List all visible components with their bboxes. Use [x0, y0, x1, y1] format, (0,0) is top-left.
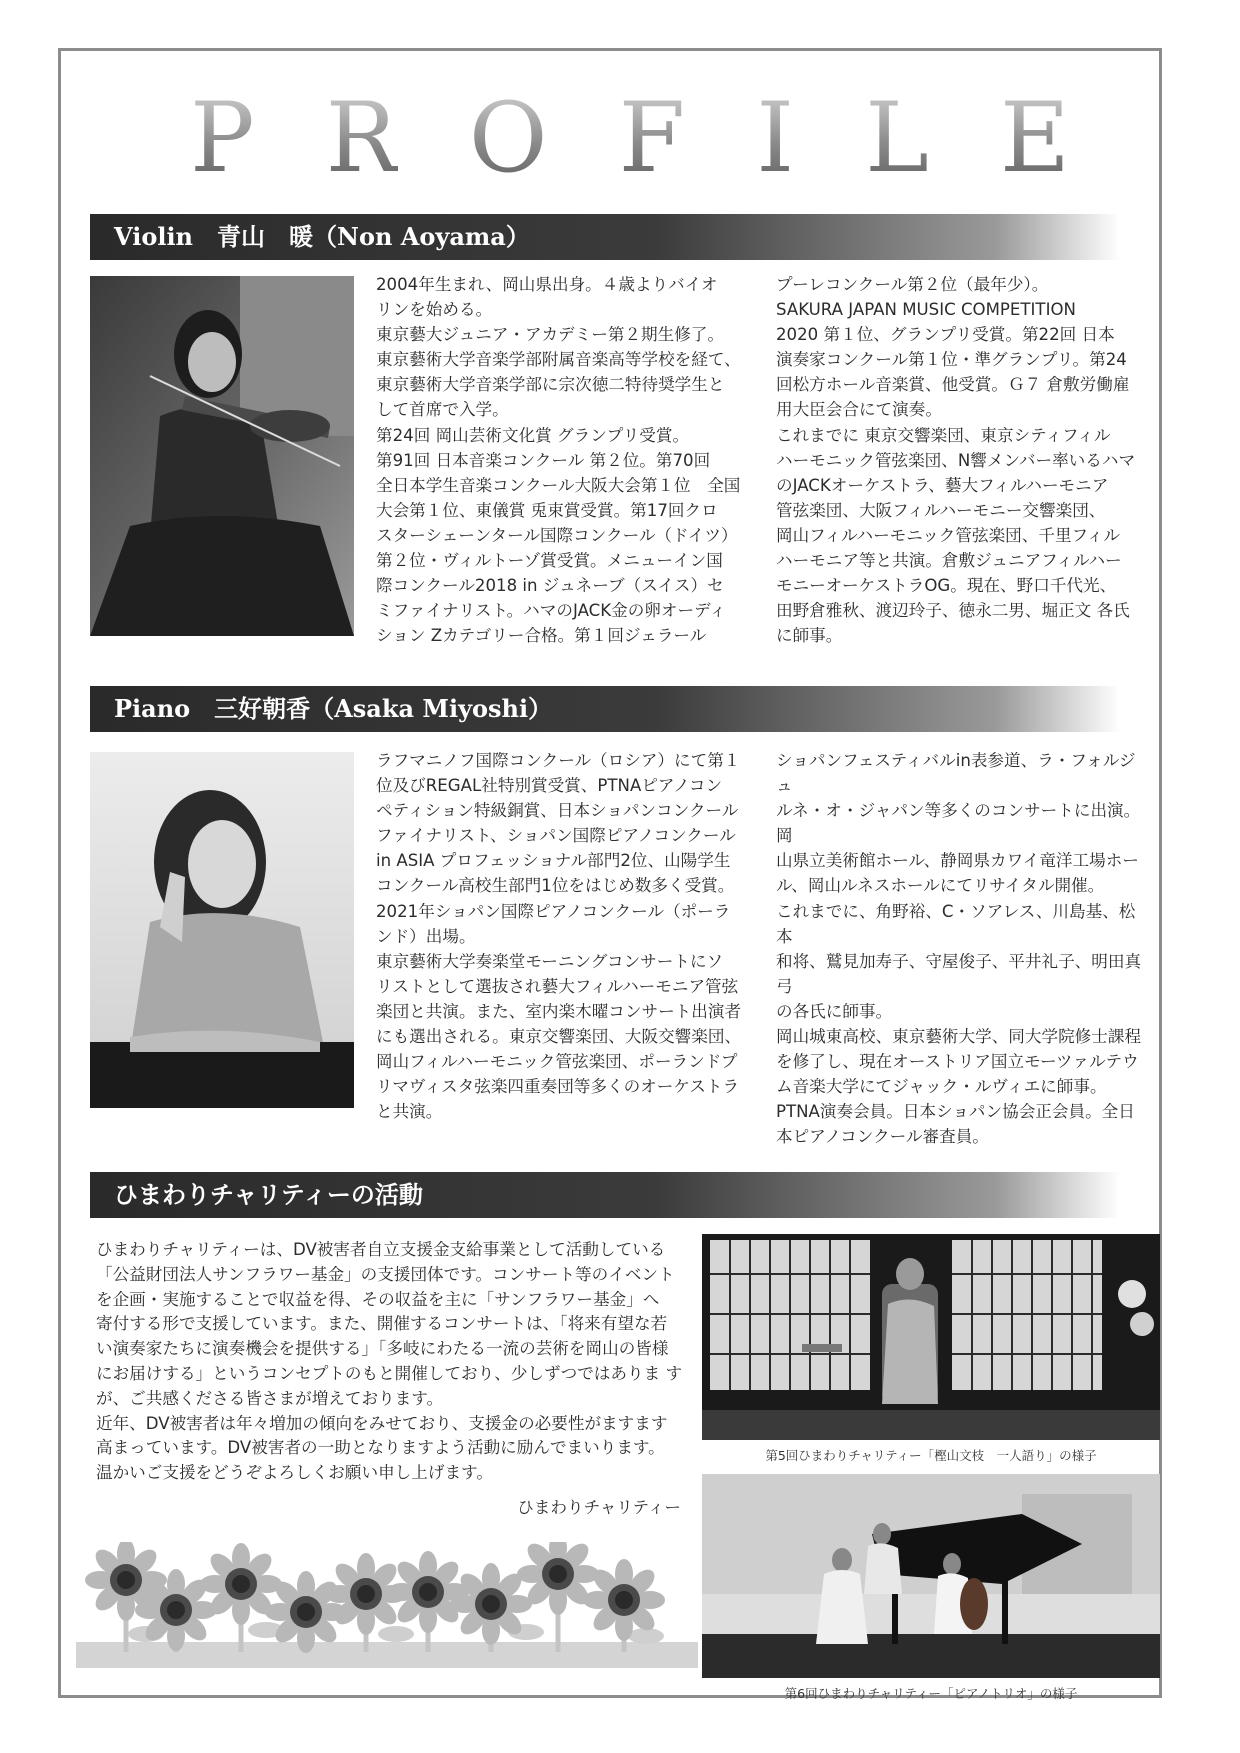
title-letter: L: [865, 82, 929, 194]
charity-photo-trio: [702, 1474, 1160, 1678]
pianist-photo-image: [90, 752, 354, 1108]
piano-bio-column-1: ラフマニノフ国際コンクール（ロシア）にて第１ 位及びREGAL社特別賞受賞、PTNAピアノコン ペティション特級銅賞、日本ショパンコンクール ファイナリスト、ショパン国際ピアノコンクール in ASIA プロフェッショナル部門2位、山陽学生 コンクール高校生部門1位をはじめ数多く受賞。 2021年ショパン国際ピアノコンクール（ポーラ ンド）出場。 東京藝術大学奏楽堂モーニングコンサートにソ リストとして選抜され藝大フィルハーモニア管弦 楽団と共演。また、室内楽木曜コンサート出演者 にも選出される。東京交響楽団、大阪交響楽団、 岡山フィルハーモニック管弦楽団、ポーランドプ リマヴィスタ弦楽四重奏団等多くのオーケストラ と共演。: [376, 751, 742, 1122]
caption-reading: 第5回ひまわりチャリティー「樫山文枝 一人語り」の様子: [765, 1448, 1097, 1463]
reading-stage-image: [702, 1234, 1160, 1440]
charity-description: ひまわりチャリティーは、DV被害者自立支援金支給事業として活動している 「公益財団法人サンフラワー基金」の支援団体です。コンサート等のイベント を企画・実施することで収益を得、その収益を主に「サンフラワー基金」へ 寄付する形で支援しています。また、開催するコンサートは、「将来有望な若 い演奏家たちに演奏機会を提供する」「多岐にわたる一流の芸術を岡山の皆様 にお届けする」というコンセプトのもと開催しており、少しずつではありま す が、ご共感くださる皆さまが増えております。 近年、DV被害者は年々増加の傾向をみせており、支援金の必要性がますます 高まっています。DV被害者の一助となりますよう活動に励んでまいります。 温かいご支援をどうぞよろしくお願い申し上げます。: [96, 1240, 683, 1483]
violin-bio-column-1: 2004年生まれ、岡山県出身。４歳よりバイオ リンを始める。 東京藝大ジュニア・アカデミー第２期生修了。 東京藝術大学音楽学部附属音楽高等学校を経て、 東京藝術大学音楽学部に宗次徳二特待奨学生と して首席で入学。 第24回 岡山芸術文化賞 グランプリ受賞。 第91回 日本音楽コンクール 第２位。第70回 全日本学生音楽コンクール大阪大会第１位 全国 大会第１位、東儀賞 兎束賞受賞。第17回クロ スターシェーンタール国際コンクール（ドイツ） 第２位・ヴィルトーゾ賞受賞。メニューイン国 際コンクール2018 in ジュネーブ（スイス）セ ミファイナリスト。ハマのJACK金の卵オーディ ション Zカテゴリー合格。第１回ジェラール: [376, 275, 741, 646]
piano-bio-column-2: ショパンフェスティバルin表参道、ラ・フォルジュ ルネ・オ・ジャパン等多くのコンサートに出演。岡 山県立美術館ホール、静岡県カワイ竜洋工場ホー ル、岡山ルネスホールにてリサイタル開催。 これまでに、角野裕、C・ソアレス、川島基、松本 和将、鷲見加寿子、守屋俊子、平井礼子、明田真弓 の各氏に師事。 岡山城東高校、東京藝術大学、同大学院修士課程 を修了し、現在オーストリア国立モーツァルテウ ム音楽大学にてジャック・ルヴィエに師事。 PTNA演奏会員。日本ショパン協会正会員。全日 本ピアノコンクール審査員。: [776, 751, 1142, 1147]
charity-heading: ひまわりチャリティーの活動: [90, 1172, 1120, 1218]
caption-trio: 第6回ひまわりチャリティー「ピアノトリオ」の様子: [784, 1686, 1078, 1701]
violinist-photo: [90, 276, 354, 636]
title-letter: F: [618, 82, 686, 194]
charity-photo-reading: [702, 1234, 1160, 1440]
sunflower-decoration: [76, 1542, 698, 1668]
violin-heading: Violin 青山 暖（Non Aoyama）: [90, 214, 1120, 260]
title-letter: P: [190, 82, 255, 194]
charity-signature: ひまわりチャリティー: [517, 1498, 681, 1517]
title-letter: I: [756, 82, 795, 194]
violinist-photo-image: [90, 276, 354, 636]
piano-heading: Piano 三好朝香（Asaka Miyoshi）: [90, 686, 1120, 732]
title-letter: R: [325, 82, 398, 194]
trio-stage-image: [702, 1474, 1160, 1678]
pianist-photo: [90, 752, 354, 1108]
violin-bio-column-2: プーレコンクール第２位（最年少）。 SAKURA JAPAN MUSIC COMPETITION 2020 第１位、グランプリ受賞。第22回 日本 演奏家コンクール第１位・準グランプリ。第24 回松方ホール音楽賞、他受賞。Ｇ７ 倉敷労働雇 用大臣会合にて演奏。 これまでに 東京交響楽団、東京シティフィル ハーモニック管弦楽団、N響メンバー率いるハマ のJACKオーケストラ、藝大フィルハーモニア 管弦楽団、大阪フィルハーモニー交響楽団、 岡山フィルハーモニック管弦楽団、千里フィル ハーモニア等と共演。倉敷ジュニアフィルハー モニーオーケストラOG。現在、野口千代光、 田野倉雅秋、渡辺玲子、徳永二男、堀正文 各氏 に師事。: [776, 275, 1136, 646]
title-letter: O: [468, 82, 548, 194]
title-letter: E: [999, 82, 1070, 194]
page-title: [190, 78, 1070, 198]
